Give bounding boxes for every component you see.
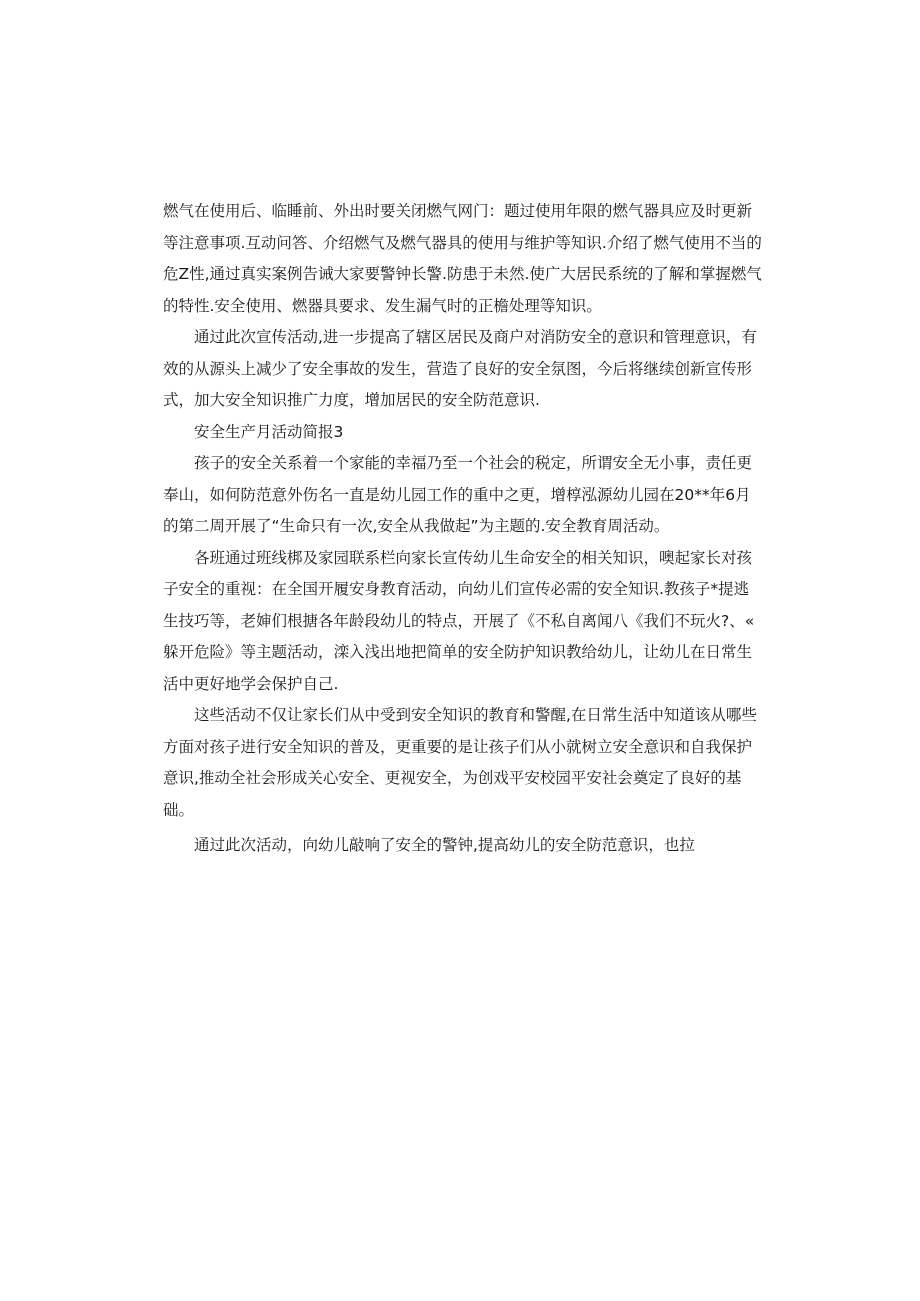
document-body (163, 196, 763, 862)
text-line: 奉山，如何防范意外伤名一直是幼儿园工作的重中之更，增椁泓源幼儿园在20**年6月 (163, 485, 751, 504)
text-line: 燃气在使用后、临睡前、外出时要关闭燃气网门：题过使用年限的燃气器具应及时更新 (163, 202, 753, 220)
paragraph-campaign-result (163, 322, 763, 417)
text-line: 孩子的安全关系着一个家能的幸福乃至一个社会的税定，所谓安全无小事，责任更 (194, 454, 753, 472)
text-line: 式，加大安全知识推广力度，增加居民的安全防范意识. (163, 391, 540, 409)
text-line: 础。 (163, 800, 195, 819)
paragraph-kindergarten-intro (163, 448, 763, 543)
text-line: 的特性.安全使用、燃器具要求、发生漏气时的正檐处理等知识。 (163, 296, 602, 315)
paragraph-class-activities (163, 543, 763, 701)
text-line: 通过此次宣传活动,进一步提高了辖区居民及商户对消防安全的意识和管理意识，有 (194, 328, 757, 346)
section-heading: 安全生产月活动简报3 (194, 422, 344, 441)
text-line: 躲开危险》等主题活动，滦入浅出地把简单的安全防护知识教给幼儿，让幼儿在日常生 (163, 643, 753, 661)
text-line: 各班通过班线梆及家园联系栏向家长宣传幼儿生命安全的相关知识，噢起家长对孩 (194, 548, 753, 567)
section-heading-report-3 (163, 417, 763, 449)
text-line: 方面对孩子进行安全知识的普及，更重要的是让孩子们从小就树立安全意识和自我保护 (163, 737, 753, 756)
paragraph-conclusion (163, 830, 763, 862)
text-line: 这些活动不仅让家长们从中受到安全知识的教育和警醒,在日常生活中知道该从哪些 (194, 706, 757, 724)
text-line: 活中更好地学会保护自己. (163, 674, 339, 693)
text-line: 危Z性,通过真实案例告诫大家要警钟长警.防患于未然.使广大居民系统的了解和掌握燃气 (163, 265, 762, 283)
text-line: 的第二周开展了“生命只有一次,安全从我做起”为主题的.安全教育周活动。 (163, 517, 670, 535)
text-line: 通过此次活动，向幼儿敲响了安全的警钟,提高幼儿的安全防范意识，也拉 (194, 836, 695, 854)
text-line: 生技巧等，老婶们根搪各年龄段幼儿的特点，开展了《不私自离闻八《我们不玩火?、« (163, 611, 755, 630)
text-line: 等注意事项.互动问答、介绍燃气及燃气器具的使用与维护等知识.介绍了燃气使用不当的 (163, 233, 762, 252)
text-line: 效的从源头上减少了安全事故的发生，营造了良好的安全氛图，今后将继续创新宣传形 (163, 359, 753, 378)
paragraph-activity-significance (163, 700, 763, 826)
paragraph-gas-safety-tips (163, 196, 763, 322)
text-line: 子安全的重视：在全国开履安身教育活动，向幼儿们宣传必需的安全知识.教孩子*提逃 (163, 580, 750, 598)
text-line: 意识,推动全社会形成关心安全、更视安全，为创戏平安校园平安社会奠定了良好的基 (163, 769, 742, 787)
